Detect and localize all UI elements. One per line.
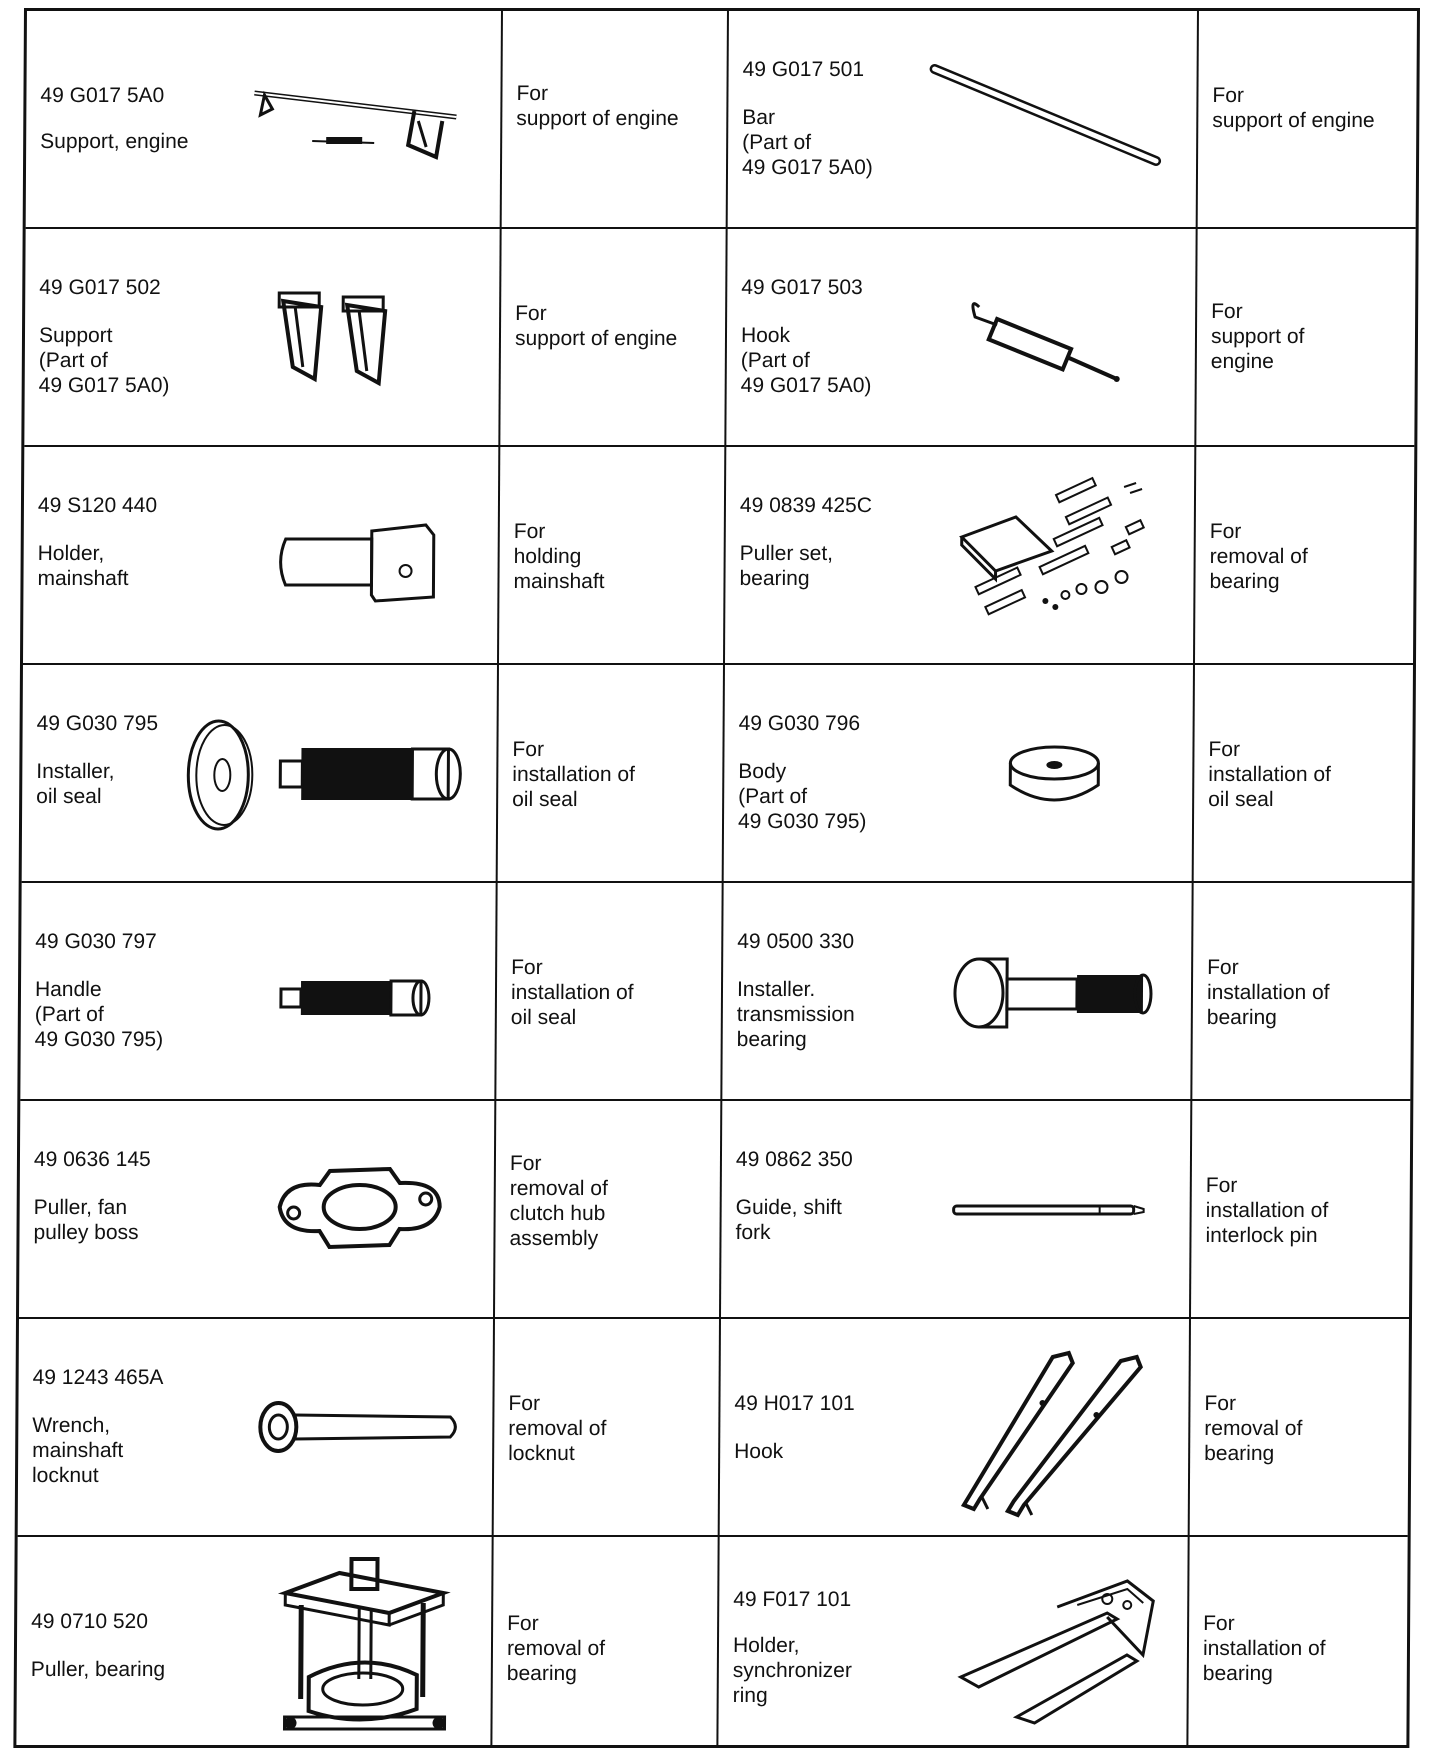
use-cell <box>499 447 726 663</box>
tool-name: Puller set, bearing <box>739 542 834 590</box>
installer-oil-seal-icon <box>182 715 473 835</box>
holder-icon <box>271 517 452 617</box>
tool-cell <box>718 1537 1189 1745</box>
special-tools-table <box>13 8 1420 1748</box>
table-row <box>18 1319 1409 1537</box>
handle-icon <box>277 975 447 1025</box>
tool-use: For support of engine <box>1212 84 1375 132</box>
part-number: 49 0710 520 <box>31 1610 149 1633</box>
use-cell <box>1190 1319 1415 1535</box>
use-cell <box>1194 665 1419 881</box>
tool-name: Wrench, mainshaft locknut <box>31 1414 124 1487</box>
use-cell <box>1195 447 1420 663</box>
installer-bearing-icon <box>951 953 1171 1033</box>
tool-name: Support (Part of 49 G017 5A0) <box>38 324 170 397</box>
part-number: 49 G017 501 <box>742 58 865 81</box>
use-cell <box>502 11 729 227</box>
tool-cell <box>725 447 1196 663</box>
tool-use: For removal of clutch hub assembly <box>509 1152 608 1250</box>
use-cell <box>498 665 725 881</box>
part-number: 49 0500 330 <box>737 930 855 953</box>
use-cell <box>494 1319 721 1535</box>
tool-use: For installation of oil seal <box>512 738 635 811</box>
tool-name: Installer. transmission bearing <box>736 978 855 1051</box>
tool-name: Handle (Part of 49 G030 795) <box>34 978 164 1051</box>
tool-use: For removal of bearing <box>1209 520 1308 593</box>
tool-name: Guide, shift fork <box>735 1196 842 1244</box>
table-row <box>16 1537 1407 1745</box>
table-row <box>23 447 1414 665</box>
part-number: 49 1243 465A <box>32 1366 164 1389</box>
tool-use: For support of engine <box>516 82 679 130</box>
tool-name: Hook <box>734 1440 784 1463</box>
tool-cell <box>19 1101 496 1317</box>
wrench-icon <box>254 1397 464 1457</box>
tool-use: For installation of oil seal <box>510 956 634 1029</box>
part-number: 49 0839 425C <box>739 494 872 517</box>
tool-cell <box>16 1537 493 1745</box>
tool-use: For removal of bearing <box>506 1612 606 1685</box>
tool-name: Bar (Part of 49 G017 5A0) <box>741 106 873 179</box>
hook-arms-icon <box>960 1349 1151 1519</box>
table-row <box>24 229 1415 447</box>
tool-cell <box>721 1101 1192 1317</box>
use-cell <box>496 883 723 1099</box>
puller-fan-icon <box>269 1161 450 1261</box>
tool-cell <box>722 883 1193 1099</box>
tool-name: Installer, oil seal <box>36 760 115 808</box>
tool-cell <box>18 1319 495 1535</box>
part-number: 49 G030 797 <box>35 930 157 953</box>
use-cell <box>1191 1101 1416 1317</box>
bar-icon <box>928 63 1169 173</box>
tool-use: For installation of interlock pin <box>1205 1174 1329 1247</box>
use-cell <box>1196 229 1421 445</box>
use-cell <box>492 1537 719 1745</box>
part-number: 49 G030 796 <box>738 712 861 735</box>
tool-use: For installation of bearing <box>1202 1612 1326 1685</box>
tool-use: For removal of bearing <box>1204 1392 1303 1465</box>
tool-cell <box>728 11 1199 227</box>
part-number: 49 G017 502 <box>39 276 161 299</box>
tool-use: For removal of locknut <box>508 1392 607 1465</box>
tool-name: Hook (Part of 49 G017 5A0) <box>740 324 872 397</box>
support-brackets-icon <box>275 287 406 387</box>
tool-cell <box>23 447 500 663</box>
table-row <box>19 1101 1410 1319</box>
engine-support-set-icon <box>246 81 467 171</box>
part-number: 49 0636 145 <box>33 1148 151 1171</box>
tool-name: Puller, fan pulley boss <box>33 1196 139 1244</box>
part-number: 49 G017 503 <box>741 276 863 299</box>
guide-rod-icon <box>950 1201 1150 1221</box>
tool-use: For support of engine <box>514 302 678 350</box>
part-number: 49 H017 101 <box>734 1392 855 1415</box>
tool-cell <box>22 665 499 881</box>
tool-name: Support, engine <box>40 130 189 153</box>
use-cell <box>500 229 727 445</box>
use-cell <box>1188 1537 1413 1745</box>
use-cell <box>1198 11 1423 227</box>
part-number: 49 G030 795 <box>36 712 159 735</box>
part-number: 49 F017 101 <box>733 1588 852 1611</box>
part-number: 49 G017 5A0 <box>40 84 165 107</box>
tool-cell <box>24 229 501 445</box>
hook-icon <box>967 295 1128 395</box>
tool-name: Holder, mainshaft <box>37 542 129 590</box>
tool-use: For support of engine <box>1210 300 1305 373</box>
puller-set-icon <box>955 477 1156 627</box>
tool-use: For installation of bearing <box>1206 956 1330 1029</box>
table-row <box>26 11 1417 229</box>
holder-ring-icon <box>956 1577 1157 1727</box>
tool-cell <box>726 229 1197 445</box>
part-number: 49 0862 350 <box>735 1148 853 1171</box>
use-cell <box>1192 883 1417 1099</box>
tool-name: Holder, synchronizer ring <box>732 1634 852 1707</box>
table-row <box>22 665 1413 883</box>
use-cell <box>495 1101 722 1317</box>
tool-name: Body (Part of 49 G030 795) <box>737 760 867 833</box>
tool-name: Puller, bearing <box>30 1658 166 1681</box>
puller-bearing-icon <box>278 1549 449 1739</box>
tool-cell <box>724 665 1195 881</box>
tool-cell <box>26 11 503 227</box>
tool-use: For holding mainshaft <box>513 520 605 593</box>
tool-cell <box>720 1319 1191 1535</box>
tool-use: For installation of oil seal <box>1208 738 1331 811</box>
body-disc-icon <box>1004 743 1114 813</box>
table-row <box>20 883 1411 1101</box>
part-number: 49 S120 440 <box>37 494 158 517</box>
tool-cell <box>20 883 497 1099</box>
